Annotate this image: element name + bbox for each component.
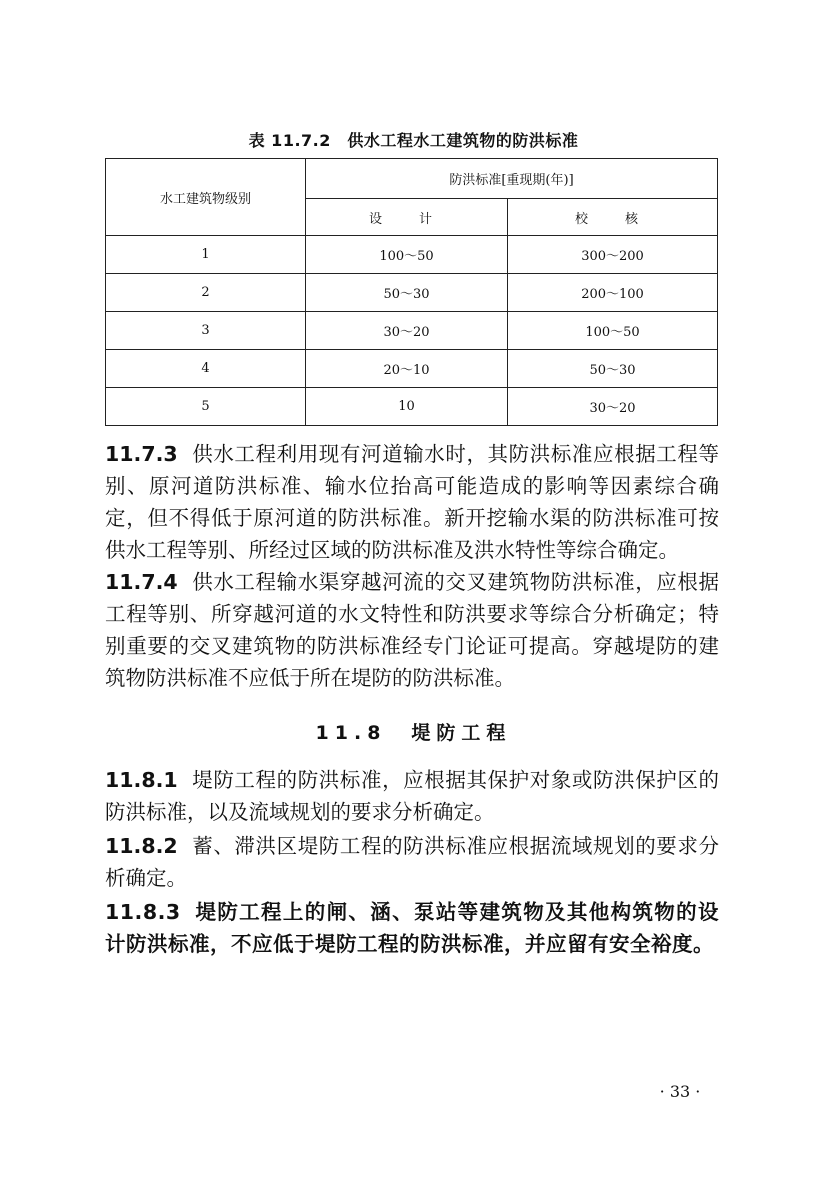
table-row xyxy=(106,236,718,274)
cell-level: 2 xyxy=(106,274,306,312)
table-row xyxy=(106,312,718,350)
header-structure-level: 水工建筑物级别 xyxy=(106,159,306,236)
clause-11-7-4 xyxy=(105,566,719,694)
cell-check: 200～100 xyxy=(508,274,718,312)
table-row xyxy=(106,350,718,388)
cell-design: 30～20 xyxy=(306,312,508,350)
clause-text: 供水工程利用现有河道输水时，其防洪标准应根据工程等别、原河道防洪标准、输水位抬高可能造成的影响等因素综合确定，但不得低于原河道的防洪标准。新开挖输水渠的防洪标准可按供水工程等别、所经过区域的防洪标准及洪水特性等综合确定。 xyxy=(105,442,719,562)
table-row xyxy=(106,274,718,312)
clause-number: 11.8.3 xyxy=(105,900,181,924)
cell-design: 50～30 xyxy=(306,274,508,312)
page-number: · 33 · xyxy=(659,1082,701,1101)
header-design: 设 计 xyxy=(306,199,508,236)
table-caption: 表 11.7.2 供水工程水工建筑物的防洪标准 xyxy=(248,131,579,150)
flood-standard-table xyxy=(105,158,718,426)
cell-design: 20～10 xyxy=(306,350,508,388)
cell-check: 300～200 xyxy=(508,236,718,274)
clause-number: 11.7.4 xyxy=(105,570,178,594)
clause-text: 堤防工程上的闸、涵、泵站等建筑物及其他构筑物的设计防洪标准，不应低于堤防工程的防洪标准，并应留有安全裕度。 xyxy=(105,900,719,956)
cell-check: 30～20 xyxy=(508,388,718,426)
cell-check: 50～30 xyxy=(508,350,718,388)
cell-level: 3 xyxy=(106,312,306,350)
clause-text: 供水工程输水渠穿越河流的交叉建筑物防洪标准，应根据工程等别、所穿越河道的水文特性和防洪要求等综合分析确定；特别重要的交叉建筑物的防洪标准经专门论证可提高。穿越堤防的建筑物防洪标准不应低于所在堤防的防洪标准。 xyxy=(105,570,719,690)
clause-number: 11.8.1 xyxy=(105,768,178,792)
clause-11-8-3 xyxy=(105,896,719,960)
table-row xyxy=(106,388,718,426)
clause-text: 堤防工程的防洪标准，应根据其保护对象或防洪保护区的防洪标准，以及流域规划的要求分析确定。 xyxy=(105,768,719,824)
cell-level: 5 xyxy=(106,388,306,426)
cell-design: 10 xyxy=(306,388,508,426)
clause-text: 蓄、滞洪区堤防工程的防洪标准应根据流域规划的要求分析确定。 xyxy=(105,834,719,890)
clause-number: 11.8.2 xyxy=(105,834,178,858)
clause-number: 11.7.3 xyxy=(105,442,178,466)
cell-design: 100～50 xyxy=(306,236,508,274)
clause-11-7-3 xyxy=(105,438,719,566)
header-check: 校 核 xyxy=(508,199,718,236)
header-flood-standard: 防洪标准[重现期(年)] xyxy=(306,159,718,199)
cell-level: 1 xyxy=(106,236,306,274)
clause-11-8-1 xyxy=(105,764,719,828)
section-heading: 11.8 堤防工程 xyxy=(315,722,512,744)
cell-level: 4 xyxy=(106,350,306,388)
clause-11-8-2 xyxy=(105,830,719,894)
cell-check: 100～50 xyxy=(508,312,718,350)
